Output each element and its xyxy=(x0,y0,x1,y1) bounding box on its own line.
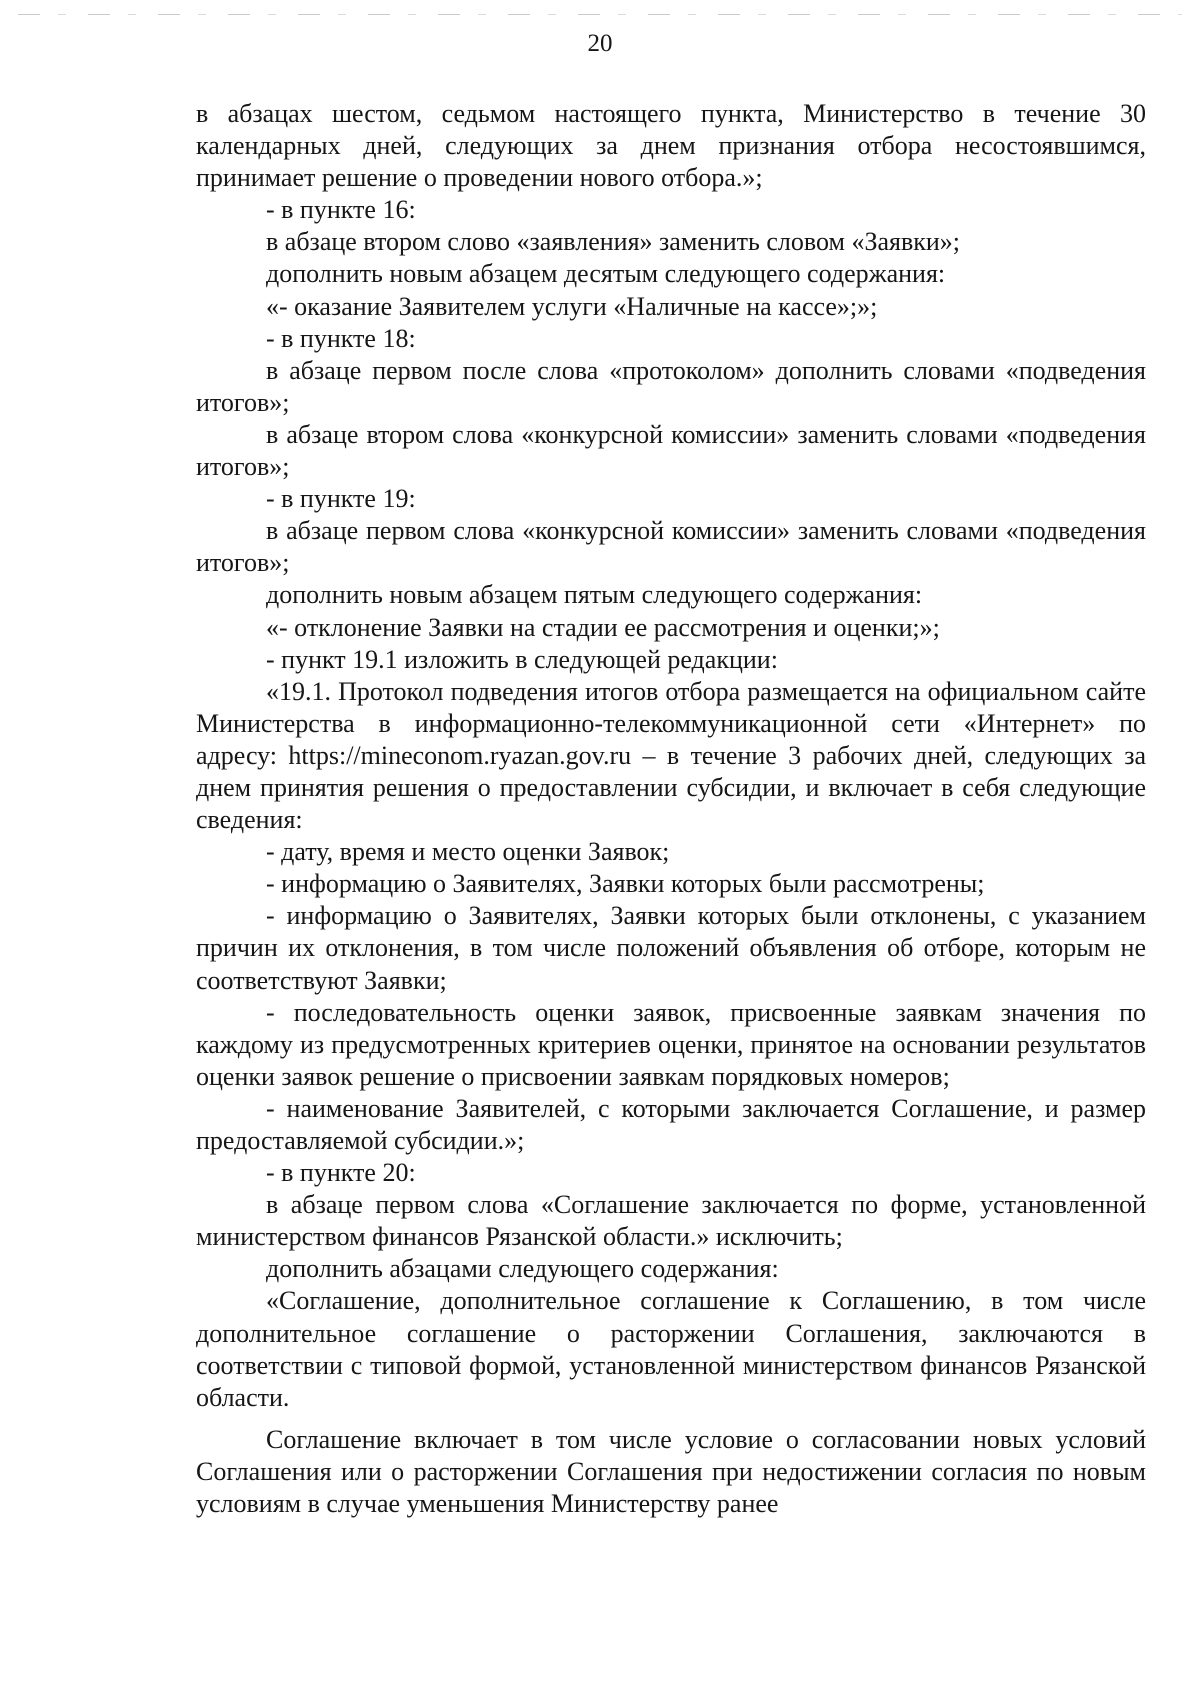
paragraph: «- отклонение Заявки на стадии ее рассмотрения и оценки;»; xyxy=(266,612,940,642)
scan-edge xyxy=(18,14,1182,15)
paragraph: в абзаце первом после слова «протоколом» дополнить словами «подведения итогов»; xyxy=(196,355,1146,417)
paragraph: - информацию о Заявителях, Заявки которых были отклонены, с указанием причин их отклонения, в том числе положений объявления об отборе, которым не соответствуют Заявки; xyxy=(196,901,1146,995)
paragraph: в абзаце втором слово «заявления» заменить словом «Заявки»; xyxy=(266,227,961,257)
paragraph: дополнить новым абзацем пятым следующего содержания: xyxy=(266,580,923,610)
paragraph: в абзаце первом слова «конкурсной комиссии» заменить словами «подведения итогов»; xyxy=(196,516,1146,578)
paragraph: «19.1. Протокол подведения итогов отбора размещается на официальном сайте Министерства в информационно-телекоммуникационной сети «Интернет» по адресу: https://mineconom.ryazan.gov.ru – в течение 3 рабочих дней, следующих за днем принятия решения о предоставлении субсидии, и включает в себя следующие сведения: xyxy=(196,676,1146,835)
paragraph: «Соглашение, дополнительное соглашение к Соглашению, в том числе дополнительное соглашение о расторжении Соглашения, заключаются в соответствии с типовой формой, установленной министерством финансов Рязанской области. xyxy=(196,1286,1146,1412)
paragraph: «- оказание Заявителем услуги «Наличные на кассе»;»; xyxy=(266,291,878,321)
paragraph: - в пункте 20: xyxy=(266,1158,416,1188)
paragraph: дополнить новым абзацем десятым следующего содержания: xyxy=(266,259,946,289)
paragraph: Соглашение включает в том числе условие о согласовании новых условий Соглашения или о расторжении Соглашения при недостижении согласия по новым условиям в случае уменьшения Министерству ранее xyxy=(196,1424,1146,1519)
paragraph: - информацию о Заявителях, Заявки которых были рассмотрены; xyxy=(266,869,985,899)
paragraph: в абзаце втором слова «конкурсной комиссии» заменить словами «подведения итогов»; xyxy=(196,419,1146,482)
paragraph: дополнить абзацами следующего содержания: xyxy=(266,1254,779,1284)
paragraph: - в пункте 19: xyxy=(266,484,416,514)
paragraph: - наименование Заявителей, с которыми заключается Соглашение, и размер предоставляемой субсидии.»; xyxy=(196,1093,1146,1155)
paragraph: - последовательность оценки заявок, присвоенные заявкам значения по каждому из предусмотренных критериев оценки, принятое на основании результатов оценки заявок решение о присвоении заявкам порядковых номеров; xyxy=(196,997,1146,1091)
page-number: 20 xyxy=(587,30,613,57)
paragraph: - в пункте 16: xyxy=(266,195,416,225)
paragraph: в абзацах шестом, седьмом настоящего пункта, Министерство в течение 30 календарных дней, следующих за днем признания отбора несостоявшимся, принимает решение о проведении нового отбора.»; xyxy=(196,99,1146,193)
paragraph: - дату, время и место оценки Заявок; xyxy=(266,837,670,867)
paragraph: - пункт 19.1 изложить в следующей редакции: xyxy=(266,644,778,674)
paragraph: - в пункте 18: xyxy=(266,323,416,353)
document-body xyxy=(196,98,1146,1520)
paragraph: в абзаце первом слова «Соглашение заключается по форме, установленной министерством финансов Рязанской области.» исключить; xyxy=(196,1190,1146,1252)
